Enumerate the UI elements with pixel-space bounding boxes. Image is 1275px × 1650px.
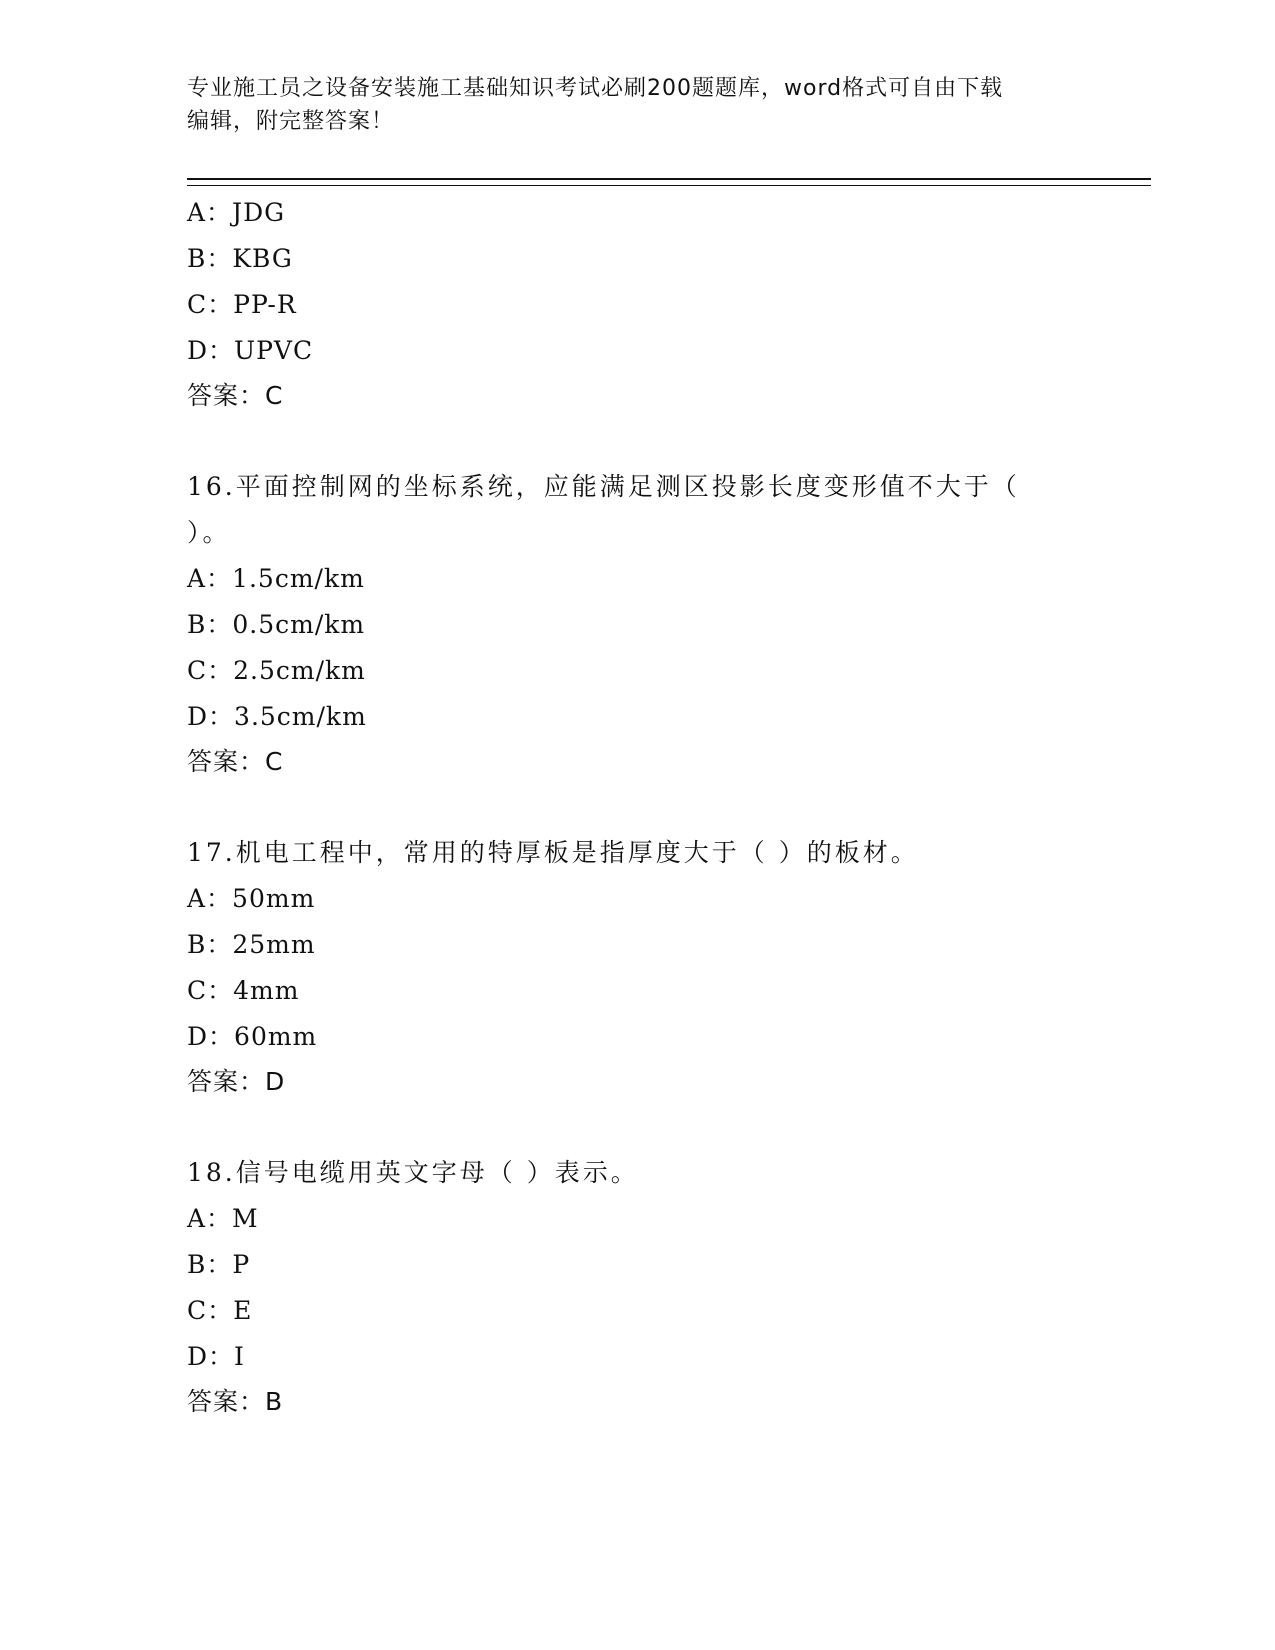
spacer <box>187 1104 1087 1150</box>
question-17-block <box>187 830 1087 1104</box>
option-a: A：1.5cm/km <box>187 564 365 593</box>
spacer <box>187 418 1087 464</box>
document-header <box>187 72 1087 138</box>
option-a: A：JDG <box>187 198 286 227</box>
option-c: C：4mm <box>187 976 300 1005</box>
spacer <box>187 784 1087 830</box>
option-d: D：60mm <box>187 1022 318 1051</box>
option-b: B：25mm <box>187 930 316 959</box>
question-15-block <box>187 190 1087 418</box>
question-18-block <box>187 1150 1087 1424</box>
header-title-line-2: 编辑，附完整答案！ <box>187 109 395 134</box>
option-c: C：PP-R <box>187 290 297 319</box>
option-c: C：2.5cm/km <box>187 656 366 685</box>
header-divider <box>187 178 1151 186</box>
question-text-line-1: 16.平面控制网的坐标系统，应能满足测区投影长度变形值不大于（ <box>187 472 1020 501</box>
answer-line: 答案：C <box>187 381 284 410</box>
question-text: 17.机电工程中，常用的特厚板是指厚度大于（ ）的板材。 <box>187 838 919 867</box>
option-c: C：E <box>187 1296 253 1325</box>
question-text-line-2: ）。 <box>187 518 231 547</box>
option-d: D：UPVC <box>187 336 314 365</box>
option-b: B：KBG <box>187 244 293 273</box>
option-b: B：0.5cm/km <box>187 610 366 639</box>
answer-line: 答案：B <box>187 1387 284 1416</box>
answer-line: 答案：D <box>187 1067 286 1096</box>
option-b: B：P <box>187 1250 251 1279</box>
option-d: D：3.5cm/km <box>187 702 367 731</box>
question-16-block <box>187 464 1087 784</box>
header-title-line-1: 专业施工员之设备安装施工基础知识考试必刷200题题库，word格式可自由下载 <box>187 76 1004 101</box>
document-body <box>187 190 1087 1424</box>
question-text: 18.信号电缆用英文字母（ ）表示。 <box>187 1158 639 1187</box>
option-a: A：50mm <box>187 884 316 913</box>
option-a: A：M <box>187 1204 259 1233</box>
option-d: D：I <box>187 1342 245 1371</box>
answer-line: 答案：C <box>187 747 284 776</box>
